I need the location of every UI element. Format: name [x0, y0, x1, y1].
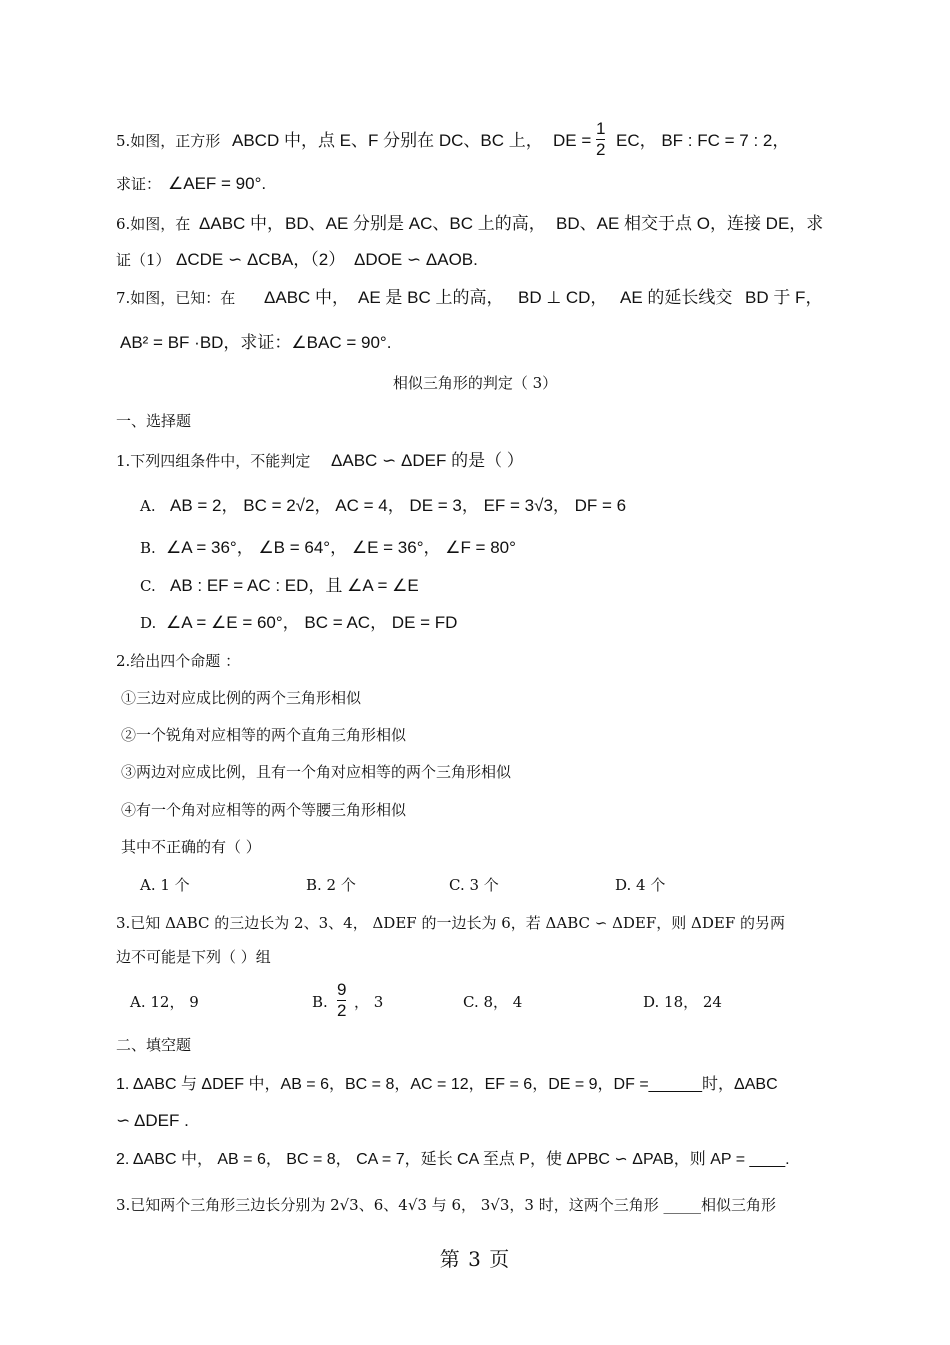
q5-text-b: ABCD 中，点 E、F 分别在 DC、BC 上， — [232, 131, 543, 150]
c3-option-a: A. 12， 9 — [130, 993, 199, 1011]
c2-p4: ④有一个角对应相等的两个等腰三角形相似 — [121, 801, 407, 819]
c1-option-b-text: ∠A = 36°， ∠B = 64°， ∠E = 36°， ∠F = 80° — [166, 538, 516, 557]
f2-text: 2. ΔABC 中， AB = 6， BC = 8， CA = 7，延长 CA 至点 P，使 ΔPBC ∽ ΔPAB，则 AP = ____. — [116, 1151, 790, 1168]
part2-heading-text: 二、填空题 — [116, 1036, 192, 1054]
c3-stem: 3.已知 ΔABC 的三边长为 2、3、4， ΔDEF 的一边长为 6，若 ΔABC ∽ ΔDEF，则 ΔDEF 的另两 — [116, 914, 786, 932]
q7-text-g: AB² = BF ·BD，求证：∠BAC = 90°. — [120, 333, 392, 352]
c2-option-c: C. 3 个 — [449, 876, 499, 894]
q5-text-a: 5.如图，正方形 — [116, 132, 221, 150]
c2-option-a: A. 1 个 — [140, 876, 190, 894]
c2-stem: 2.给出四个命题 ： — [116, 652, 241, 670]
f1-text-1: 1. ΔABC 与 ΔDEF 中，AB = 6，BC = 8，AC = 12，EF = 6，DE = 9，DF =______时，ΔABC — [116, 1076, 778, 1093]
c2-p3: ③两边对应成比例，且有一个角对应相等的两个三角形相似 — [121, 763, 512, 781]
c2-ask: 其中不正确的有（ ） — [121, 838, 261, 856]
c3-option-b-label: B. — [312, 993, 328, 1011]
c1-stem2: ΔABC ∽ ΔDEF 的是（ ） — [331, 451, 524, 470]
c1-option-a-label: A. — [140, 497, 156, 515]
c1-option-b-label: B. — [140, 539, 156, 557]
f3-text: 3.已知两个三角形三边长分别为 2√3、6、4√3 与 6， 3√3，3 时，这两个三角形 _____相似三角形 — [116, 1196, 776, 1214]
section-title-text: 相似三角形的判定（ 3） — [392, 374, 558, 392]
c2-p1: ①三边对应成比例的两个三角形相似 — [121, 689, 362, 707]
q5-fraction-num: 1 — [596, 119, 606, 138]
q6-text-g: ΔDOE ∽ ΔAOB. — [354, 250, 478, 269]
q6-text-f: ΔCDE ∽ ΔCBA，（2） — [176, 250, 346, 269]
page-footer — [0, 1243, 950, 1272]
q6-text-a: 6.如图，在 — [116, 215, 191, 233]
q7-text-b: ΔABC 中， — [264, 288, 350, 307]
q7-text-c: AE 是 BC 上的高， — [358, 288, 504, 307]
q6-text-c: BD、AE 分别是 AC、BC 上的高， — [285, 214, 546, 233]
q6-text-d: BD、AE 相交于点 O，连接 DE，求 — [556, 214, 824, 233]
c1-option-c-text: AB : EF = AC : ED，且 ∠A = ∠E — [170, 576, 419, 595]
c1-option-d-label: D. — [140, 614, 157, 632]
section-title — [0, 373, 950, 393]
q7-text-f: BD 于 F， — [745, 288, 823, 307]
q6-text-e: 证（1） — [116, 251, 171, 269]
q7-text-d: BD ⊥ CD， — [518, 288, 608, 307]
q5-text-e: 求证： — [116, 175, 162, 193]
c2-option-b: B. 2 个 — [306, 876, 356, 894]
f1-text-2: ∽ ΔDEF . — [116, 1111, 189, 1130]
page-number: 第 3 页 — [439, 1247, 511, 1271]
part1-heading-text: 一、选择题 — [116, 412, 192, 430]
q5-text-d: EC， BF : FC = 7 : 2， — [616, 131, 790, 150]
c2-option-d: D. 4 个 — [615, 876, 666, 894]
q7-text-e: AE 的延长线交 — [620, 288, 733, 307]
q5-text-c: DE = — [553, 131, 592, 150]
c3-option-b-rest: ， 3 — [354, 993, 384, 1011]
c2-p2: ②一个锐角对应相等的两个直角三角形相似 — [121, 726, 407, 744]
c3-option-b-fraction — [337, 980, 346, 1021]
q7-text-a: 7.如图，已知：在 — [116, 289, 236, 307]
c3-stem2: 边不可能是下列（ ）组 — [116, 948, 271, 966]
q5-text-f: ∠AEF = 90°. — [168, 174, 267, 193]
c1-option-c-label: C. — [140, 577, 156, 595]
c1-stem: 1.下列四组条件中，不能判定 — [116, 452, 311, 470]
q6-text-b: ΔABC 中， — [199, 214, 285, 233]
c3-option-d: D. 18， 24 — [643, 993, 722, 1011]
q5-fraction-den: 2 — [596, 140, 606, 159]
c3-option-b-num: 9 — [337, 980, 347, 999]
c3-option-c: C. 8， 4 — [463, 993, 523, 1011]
c1-option-a-text: AB = 2， BC = 2√2， AC = 4， DE = 3， EF = 3√3， DF = 6 — [170, 496, 627, 515]
c3-option-b-den: 2 — [337, 1001, 347, 1020]
c1-option-d-text: ∠A = ∠E = 60°， BC = AC， DE = FD — [166, 613, 458, 632]
q5-fraction — [596, 119, 605, 160]
